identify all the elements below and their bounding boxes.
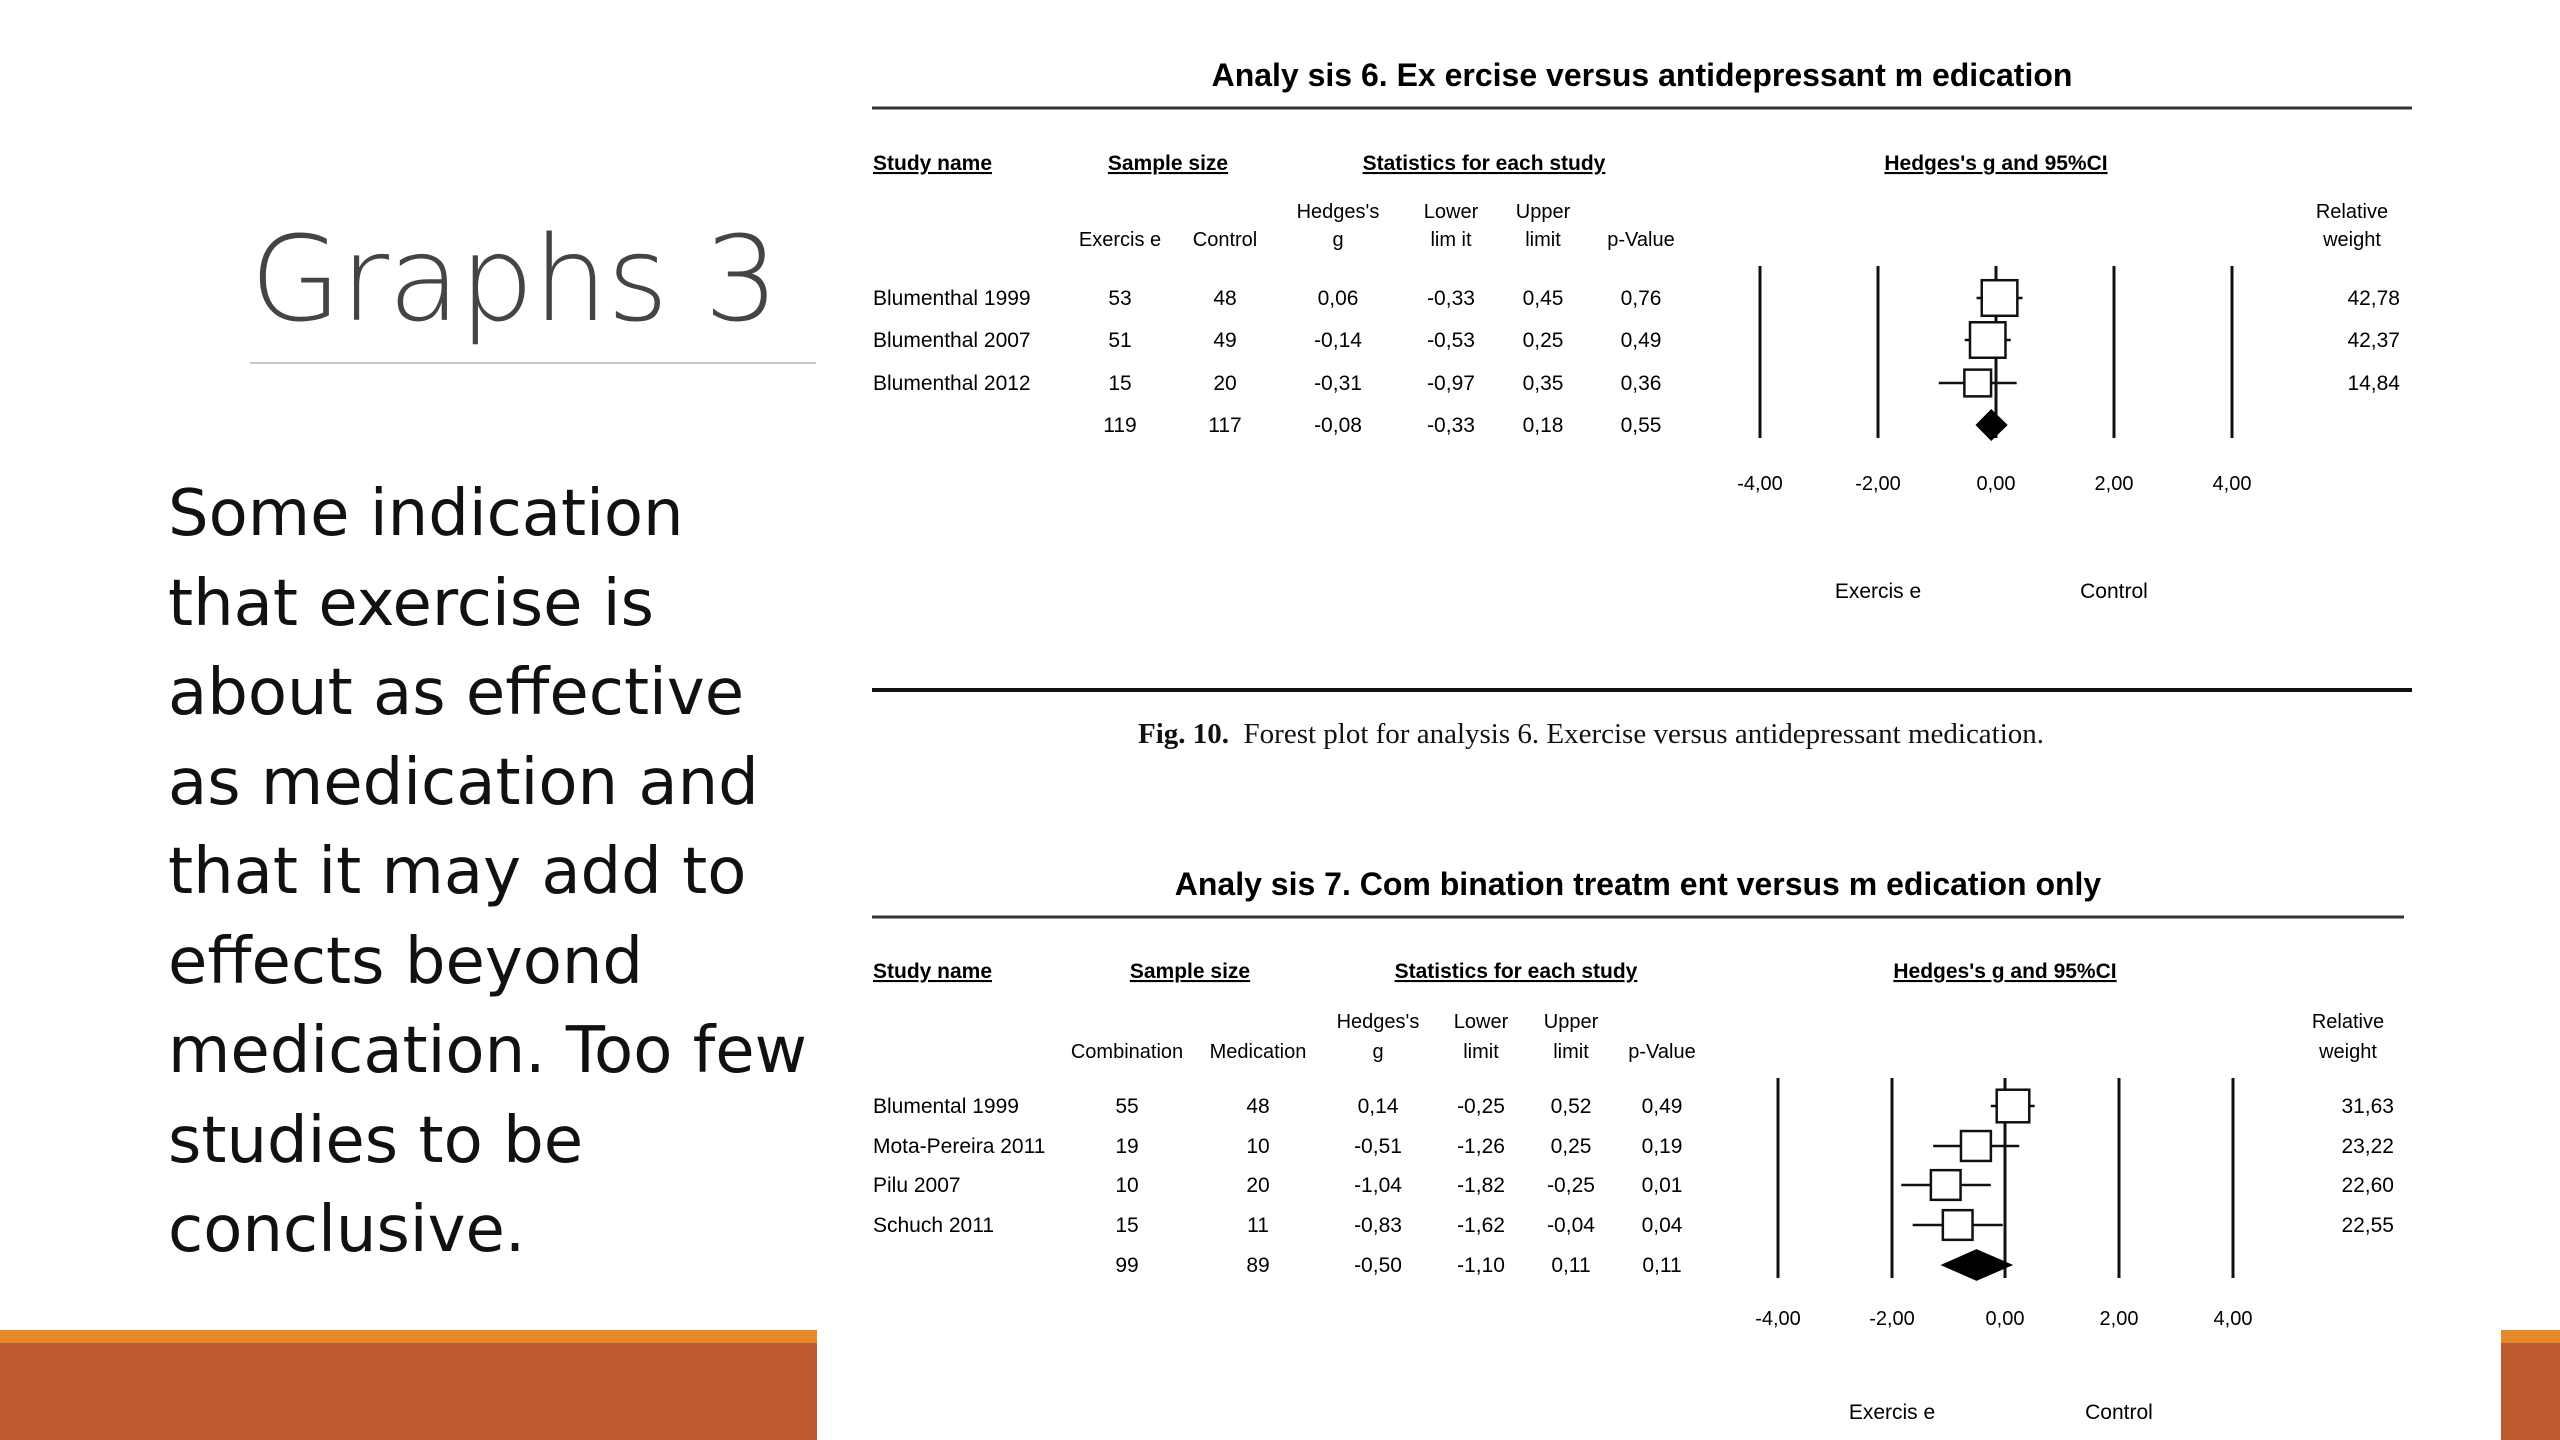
x-tick-label: 2,00 xyxy=(2099,1308,2139,1330)
header-lower: Lower xyxy=(1453,1011,1509,1033)
summary-upper-limit: 0,18 xyxy=(1522,414,1564,437)
p-value: 0,04 xyxy=(1641,1214,1683,1237)
header-lower: Lower xyxy=(1423,201,1479,223)
header-statistics: Statistics for each study xyxy=(1362,152,1606,175)
header-lower-limit: lim it xyxy=(1430,229,1472,251)
p-value: 0,49 xyxy=(1641,1095,1683,1118)
summary-lower-limit: -0,33 xyxy=(1427,414,1475,437)
slide-body-text: Some indication that exercise is about as effective as medication and that it may add to effects beyond medication. Too few studies to be conclusive. xyxy=(168,477,807,1267)
hedges-g-value: 0,06 xyxy=(1317,287,1359,310)
header-group2: Control xyxy=(1192,229,1258,251)
hedges-g-value: -0,83 xyxy=(1354,1214,1402,1237)
x-tick-label: -4,00 xyxy=(1737,473,1783,495)
header-lower-limit: limit xyxy=(1463,1041,1499,1063)
summary-lower-limit: -1,10 xyxy=(1457,1254,1505,1277)
x-tick-label: 0,00 xyxy=(1985,1308,2025,1330)
sample-size-2: 11 xyxy=(1247,1214,1269,1237)
effect-square xyxy=(1931,1170,1961,1200)
effect-square xyxy=(1982,280,2018,316)
upper-limit-value: -0,25 xyxy=(1547,1174,1595,1197)
lower-limit-value: -1,62 xyxy=(1457,1214,1505,1237)
sample-size-2: 48 xyxy=(1246,1095,1270,1118)
upper-limit-value: 0,52 xyxy=(1550,1095,1592,1118)
lower-limit-value: -1,82 xyxy=(1457,1174,1505,1197)
header-weight: weight xyxy=(2319,1041,2377,1063)
header-upper: Upper xyxy=(1515,201,1571,223)
p-value: 0,01 xyxy=(1641,1174,1683,1197)
x-tick-label: 4,00 xyxy=(2212,473,2252,495)
x-tick-label: -4,00 xyxy=(1755,1308,1801,1330)
summary-p-value: 0,11 xyxy=(1642,1254,1682,1277)
effect-square xyxy=(1961,1131,1991,1161)
effect-square xyxy=(1970,322,2005,357)
header-study-name: Study name xyxy=(873,152,993,175)
relative-weight-value: 14,84 xyxy=(2347,372,2400,395)
upper-limit-value: 0,25 xyxy=(1550,1135,1592,1158)
favours-right-label: Control xyxy=(2085,1401,2153,1424)
caption-text: Forest plot for analysis 6. Exercise versus antidepressant medication. xyxy=(1243,718,2045,750)
relative-weight-value: 42,37 xyxy=(2347,329,2400,352)
header-group1: Exercis e xyxy=(1078,229,1162,251)
lower-limit-value: -0,25 xyxy=(1457,1095,1505,1118)
study-name: Mota-Pereira 2011 xyxy=(873,1135,1046,1158)
lower-limit-value: -0,53 xyxy=(1427,329,1475,352)
header-hedges-g: g xyxy=(1372,1041,1384,1063)
summary-sample-size-2: 117 xyxy=(1208,414,1242,437)
lower-limit-value: -0,97 xyxy=(1427,372,1475,395)
hedges-g-value: 0,14 xyxy=(1357,1095,1399,1118)
header-p-value: p-Value xyxy=(1607,229,1675,251)
sample-size-1: 55 xyxy=(1115,1095,1139,1118)
header-hedges: Hedges's xyxy=(1336,1011,1420,1033)
x-tick-label: -2,00 xyxy=(1869,1308,1915,1330)
x-tick-label: 0,00 xyxy=(1976,473,2016,495)
favours-left-label: Exercis e xyxy=(1848,1401,1936,1424)
upper-limit-value: -0,04 xyxy=(1547,1214,1595,1237)
sample-size-1: 51 xyxy=(1108,329,1132,352)
sample-size-1: 19 xyxy=(1115,1135,1139,1158)
relative-weight-value: 31,63 xyxy=(2341,1095,2394,1118)
summary-hedges-g: -0,50 xyxy=(1354,1254,1402,1277)
p-value: 0,49 xyxy=(1620,329,1662,352)
upper-limit-value: 0,45 xyxy=(1522,287,1564,310)
header-upper: Upper xyxy=(1543,1011,1599,1033)
summary-sample-size-1: 99 xyxy=(1115,1254,1139,1277)
header-hedges: Hedges's xyxy=(1296,201,1380,223)
header-p-value: p-Value xyxy=(1628,1041,1696,1063)
summary-sample-size-2: 89 xyxy=(1246,1254,1270,1277)
chart-title: Analy sis 6. Ex ercise versus antidepressant m edication xyxy=(1211,57,2073,93)
study-name: Blumenthal 2012 xyxy=(873,372,1031,395)
p-value: 0,36 xyxy=(1620,372,1662,395)
hedges-g-value: -0,31 xyxy=(1314,372,1362,395)
sample-size-1: 53 xyxy=(1108,287,1132,310)
study-name: Pilu 2007 xyxy=(873,1174,961,1197)
study-name: Blumenthal 1999 xyxy=(873,287,1031,310)
sample-size-2: 20 xyxy=(1246,1174,1270,1197)
summary-upper-limit: 0,11 xyxy=(1551,1254,1591,1277)
study-name: Blumenthal 2007 xyxy=(873,329,1031,352)
x-tick-label: -2,00 xyxy=(1855,473,1901,495)
chart-title: Analy sis 7. Com bination treatm ent versus m edication only xyxy=(1174,866,2102,902)
sample-size-2: 10 xyxy=(1246,1135,1270,1158)
header-relative: Relative xyxy=(2315,201,2389,223)
hedges-g-value: -0,51 xyxy=(1354,1135,1402,1158)
sample-size-2: 20 xyxy=(1213,372,1237,395)
p-value: 0,76 xyxy=(1620,287,1662,310)
favours-right-label: Control xyxy=(2080,580,2148,603)
header-weight: weight xyxy=(2323,229,2381,251)
effect-square xyxy=(1943,1210,1973,1240)
relative-weight-value: 23,22 xyxy=(2341,1135,2394,1158)
forest-plot-analysis-6 xyxy=(872,57,2412,690)
sample-size-2: 49 xyxy=(1213,329,1237,352)
summary-diamond xyxy=(1942,1250,2011,1280)
hedges-g-value: -1,04 xyxy=(1354,1174,1402,1197)
x-tick-label: 4,00 xyxy=(2213,1308,2253,1330)
summary-diamond xyxy=(1977,410,2007,440)
relative-weight-value: 22,55 xyxy=(2341,1214,2394,1237)
header-sample-size: Sample size xyxy=(1129,960,1251,983)
relative-weight-value: 22,60 xyxy=(2341,1174,2394,1197)
effect-square xyxy=(1964,370,1991,397)
upper-limit-value: 0,35 xyxy=(1522,372,1564,395)
header-relative: Relative xyxy=(2311,1011,2385,1033)
sample-size-2: 48 xyxy=(1213,287,1237,310)
study-name: Blumental 1999 xyxy=(873,1095,1019,1118)
summary-p-value: 0,55 xyxy=(1620,414,1662,437)
upper-limit-value: 0,25 xyxy=(1522,329,1564,352)
effect-square xyxy=(1997,1090,2030,1123)
caption-label: Fig. 10. xyxy=(1138,718,1230,750)
slide-title: Graphs 3 xyxy=(250,210,779,348)
summary-hedges-g: -0,08 xyxy=(1314,414,1362,437)
summary-sample-size-1: 119 xyxy=(1103,414,1137,437)
header-plot: Hedges's g and 95%CI xyxy=(1893,960,2117,983)
hedges-g-value: -0,14 xyxy=(1314,329,1362,352)
header-group1: Combination xyxy=(1070,1041,1184,1063)
header-upper-limit: limit xyxy=(1525,229,1561,251)
header-sample-size: Sample size xyxy=(1107,152,1229,175)
sample-size-1: 10 xyxy=(1115,1174,1139,1197)
relative-weight-value: 42,78 xyxy=(2347,287,2400,310)
header-plot: Hedges's g and 95%CI xyxy=(1884,152,2108,175)
header-upper-limit: limit xyxy=(1553,1041,1589,1063)
lower-limit-value: -0,33 xyxy=(1427,287,1475,310)
header-hedges-g: g xyxy=(1332,229,1344,251)
sample-size-1: 15 xyxy=(1108,372,1132,395)
header-study-name: Study name xyxy=(873,960,993,983)
header-statistics: Statistics for each study xyxy=(1394,960,1638,983)
header-group2: Medication xyxy=(1209,1041,1307,1063)
p-value: 0,19 xyxy=(1641,1135,1683,1158)
favours-left-label: Exercis e xyxy=(1834,580,1922,603)
sample-size-1: 15 xyxy=(1115,1214,1139,1237)
lower-limit-value: -1,26 xyxy=(1457,1135,1505,1158)
study-name: Schuch 2011 xyxy=(873,1214,995,1237)
x-tick-label: 2,00 xyxy=(2094,473,2134,495)
forest-plot-analysis-7 xyxy=(872,866,2404,1424)
